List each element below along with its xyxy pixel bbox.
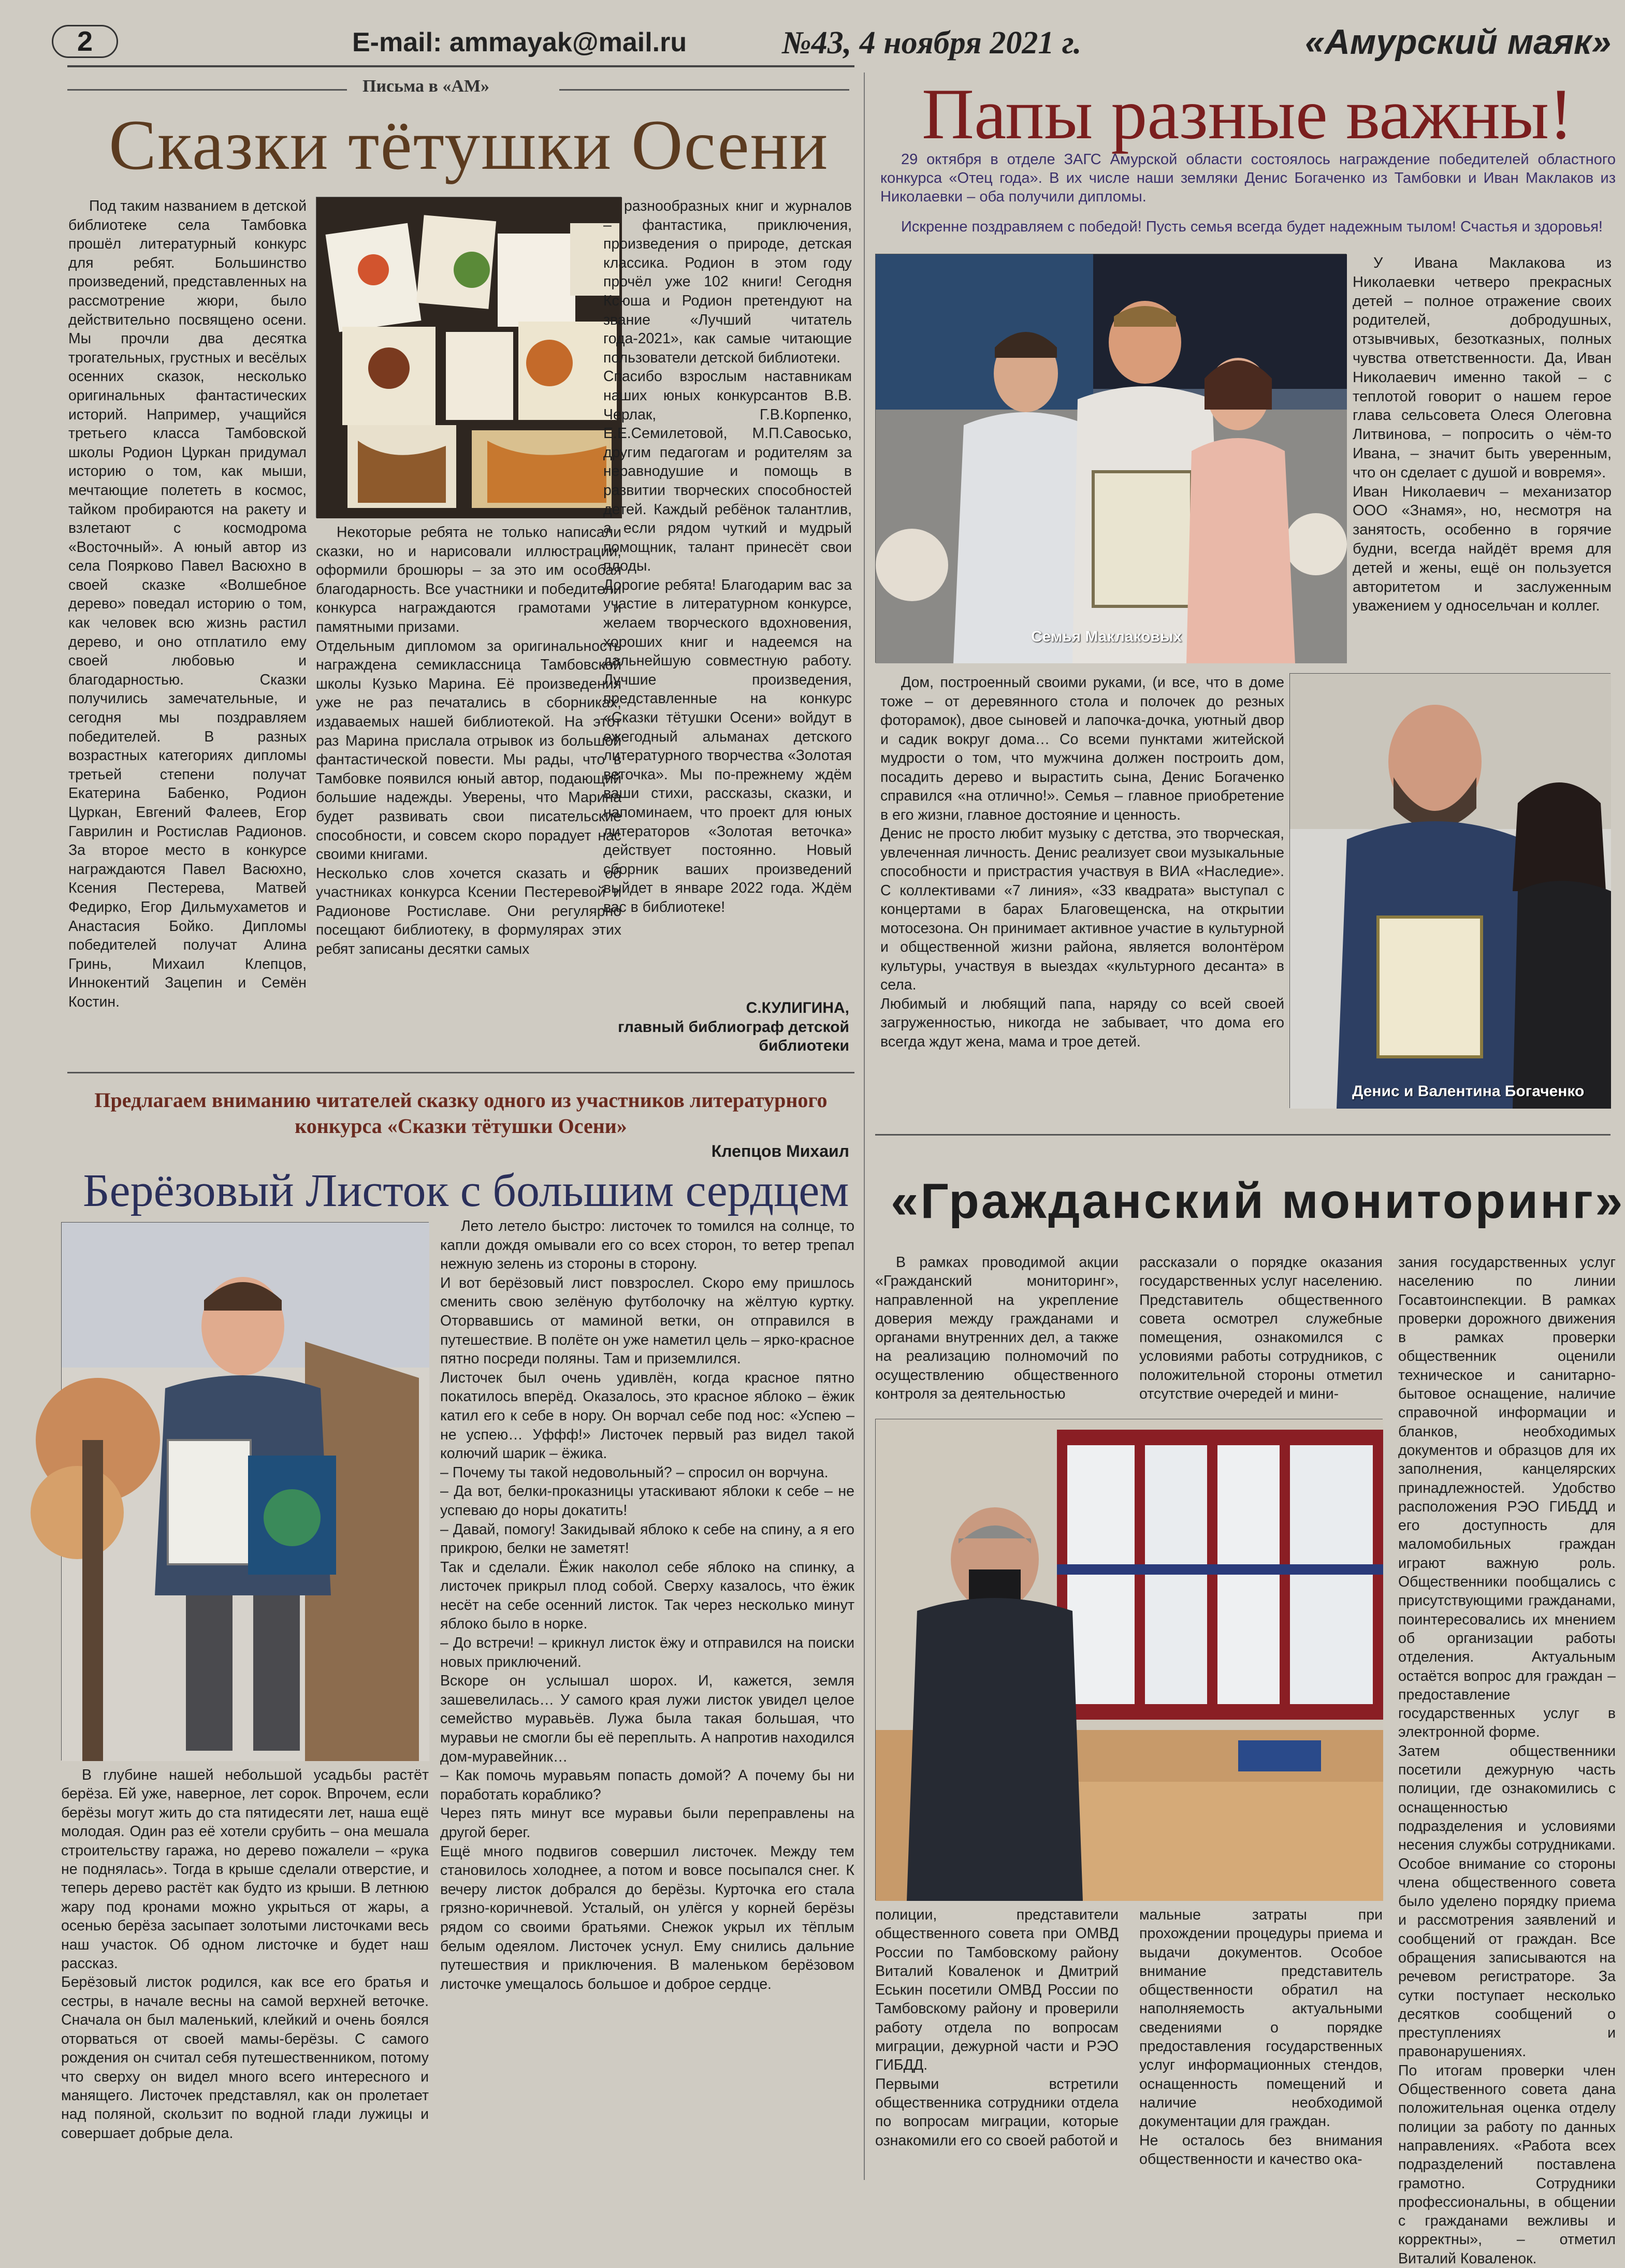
maklakov-family-photo [875, 254, 1346, 663]
article1-title: Сказки тётушки Осени [109, 105, 829, 184]
bogachenko-caption: Денис и Валентина Богаченко [1352, 1083, 1585, 1100]
drawings-photo-art [316, 197, 622, 518]
vertical-divider [864, 72, 865, 2180]
article3-intro: Предлагаем вниманию читателей сказку одного из участников литературного конкурса «Сказки тётушки Осени» [94, 1088, 828, 1138]
rubric-line-left [67, 89, 347, 91]
rubric: Письма в «АМ» [362, 77, 490, 96]
page-number-badge [52, 25, 118, 58]
header-email: E-mail: ammayak@mail.ru [352, 27, 687, 57]
article4-col2b: мальные затраты при прохождении процедуры приема и выдачи документов. Особое внимание представитель общественности обратил на наполняемость актуальными сведениями о порядке предоставления государственных услуг информационных стендов, оснащенность помещений и наличие необходимой документации для граждан. Не осталось без внимания общественности и качество ока- [1139, 1907, 1383, 2168]
article3-col2: Лето летело быстро: листочек то томился на солнце, то капли дождя омывали его со всех сторон, то ветер трепал нежную зелень из стороны в сторону. И вот берёзовый лист повзрослел. Скоро ему пришлось сменить свою зелёную футболочку на жёлтую куртку. Оторвавшись от маминой ветки, он отправился в путешествие. В полёте он уже наметил цель – ярко-красное пятно посреди поляны. Там и приземлился. Листочек был очень удивлён, когда красное пятно покатилось вперёд. Оказалось, это красное яблоко – ёжик катил его к себе в нору. Он ворчал себе под нос: «Успею – не успею… Уффф!» Листочек первый раз видел такой колючий шарик – ёжика. – Почему ты такой недовольный? – спросил он ворчуна. – Да вот, белки-проказницы утаскивают яблоки к себе – не успеваю до норы докатить! – Давай, помогу! Закидывай яблоко к себе на спину, а я его прикрою, белки не заметят! Так и сделали. Ёжик наколол себе яблоко на спинку, а листочек прикрыл плод собой. Сверху казалось, что ёжик несёт на себе осенний листок. Так через несколько минут яблоко было в норке. – До встречи! – крикнул листок ёжу и отправился на поиски новых приключений. Вскоре он услышал шорох. И, кажется, земля зашевелилась… У самого края лужи листок увидел целое семейство муравьёв. Лужа была такая большая, что муравьи не смогли бы её переплыть. А напротив находился дом-муравейник… – Как помочь муравьям попасть домой? А почему бы ни поработать кораблико? Через пять минут все муравьи были переправлены на другой берег. Ещё много подвигов совершил листочек. Между тем становилось холоднее, а потом и вовсе посыпался снег. К вечеру листок добрался до берёзы. Курточка его стала грязно-коричневой. Усталый, он улёгся у корней берёзы рядом со своими братьями. Снежок укрыл их тёплым белым одеялом. Листочек уснул. Ему снились дальние путешествия и приключения. В маленьком берёзовом листочке умещалось большое и доброе сердце. [440, 1218, 854, 1993]
article3-title: Берёзовый Листок с большим сердцем [83, 1165, 849, 1216]
article1-col2: Некоторые ребята не только написали сказки, но и нарисовали иллюстрации, оформили брошюры – за это им особая благодарность. Все участники и победители конкурса награждаются грамотами и памятными призами. Отдельным дипломом за оригинальность награждена семиклассница Тамбовской школы Кузько Марина. Её произведения уже не раз печатались в сборниках, издаваемых нашей библиотекой. На этот раз Марина прислала отрывок из большой фантастической повести. Мы рады, что в Тамбовке появился юный автор, подающий большие надежды. Уверены, что Марина будет развивать свои писательские способности, и совсем скоро порадует нас своими книгами. Несколько слов хочется сказать и об участниках конкурса Ксении Пестеревой и Радионове Ростиславе. Они регулярно посещают библиотеку, в формулярах этих ребят записаны десятки самых [316, 524, 621, 958]
page-number: 2 [77, 26, 93, 57]
maklakov-caption: Семья Маклаковых [1031, 628, 1182, 645]
article4-col2: рассказали о порядке оказания государственных услуг населению. Представитель общественного совета осмотрел служебные помещения, ознакомился с условиями работы сотрудников, с положительной стороны отметил отсутствие очередей и мини- [1139, 1254, 1383, 1403]
article1-signature-name: С.КУЛИГИНА, [746, 999, 849, 1016]
police-office-photo-art [876, 1419, 1383, 1901]
article3-col1: В глубине нашей небольшой усадьбы растёт берёза. Ей уже, наверное, лет сорок. Впрочем, если берёзы могут жить до ста пятидесяти лет, наша ещё молодая. Один раз её хотели срубить – она мешала строительству гаража, но дерево пожалели – «рука не поднялась». Тогда в крыше сделали отверстие, и теперь дерево растёт как будто из крыши. В летнюю жару под кронами можно укрыться от жары, а осенью берёза засыпает золотыми листочками весь наш участок. Об одном листочке и будет наш рассказ. Берёзовый листок родился, как все его братья и сестры, в начале весны на самой верхней веточке. Сначала он был маленький, клейкий и очень боялся оторваться от своей мамы-берёзы. С самого рождения он считал себя путешественником, потому что сверху он видел много всего интересного и манящего. Листочек представлял, как он пролетает над поляной, скользит по водной глади лужицы и совершает добрые дела. [61, 1767, 429, 2142]
header-paper-name: «Амурский маяк» [1305, 22, 1612, 62]
article3-author: Клепцов Михаил [711, 1142, 849, 1160]
article2-right-col: У Ивана Маклакова из Николаевки четверо прекрасных детей – полное отражение своих родителей, добродушных, отзывчивых, безотказных, полных чувства ответственности. Да, Иван Николаевич именно такой – с теплотой говорит о нашем герое глава сельсовета Олеся Олеговна Литвинова, – попросить о чём-то Ивана, – значит быть уверенным, что он сделает с душой и вовремя». Иван Николаевич – механизатор ООО «Знамя», но, несмотря на занятость, особенно в горячие будни, всегда найдёт время для детей и жены, ещё он пользуется авторитетом и заслуженным уважением у односельчан и коллег. [1353, 255, 1612, 615]
horizontal-divider-right [875, 1134, 1611, 1136]
bogachenko-photo-art [1290, 674, 1611, 1109]
police-office-photo [875, 1419, 1383, 1900]
article4-col3: зания государственных услуг населению по линии Госавтоинспекции. В рамках проверки дорожного движения в рамках проверки общественник оценили техническое и санитарно-бытовое оснащение, наличие справочной информации и бланков, необходимых документов и образцов для их заполнения, канцелярских принадлежностей. Удобство расположения РЭО ГИБДД и его доступность для маломобильных граждан играют важную роль. Общественники пообщались с присутствующими гражданами, поинтересовались их мнением об организации работы отделения. Актуальным остаётся вопрос для граждан – предоставление государственных услуг в электронной форме. Затем общественники посетили дежурную часть полиции, где ознакомились с оснащенностью подразделения и условиями несения службы сотрудниками. Особое внимание со стороны члена общественного совета было уделено порядку приема и рассмотрения заявлений и сообщений от граждан. Все обращения записываются на речевом регистраторе. За сутки поступает несколько десятков сообщений о преступлениях и правонарушениях. По итогам проверки член Общественного совета дана положительная оценка отделу полиции за работу по данных направлениях. «Работа всех подразделений поставлена грамотно. Сотрудники профессиональны, в общении с гражданами вежливы и корректны», – отметил Виталий Коваленок. [1398, 1254, 1616, 2267]
rubric-line-right [559, 89, 849, 91]
maklakov-family-photo-art [876, 254, 1347, 663]
boy-photo-art [62, 1223, 429, 1761]
article4-col1: В рамках проводимой акции «Гражданский мониторинг», направленной на укрепление доверия между гражданами и органами внутренних дел, а также на реализацию полномочий по осуществлению общественного контроля за деятельностью [875, 1254, 1119, 1403]
boy-photo [61, 1222, 429, 1761]
article2-lead: 29 октября в отделе ЗАГС Амурской области состоялось награждение победителей областного конкурса «Отец года». В их числе наши земляки Денис Богаченко из Тамбовки и Иван Маклаков из Николаевки – оба получили дипломы. [880, 151, 1616, 205]
article2-mid-col: Дом, построенный своими руками, (и все, что в доме тоже – от деревянного стола и полочек до резных фоторамок), двое сыновей и лапочка-дочка, уютный двор и садик вокруг дома… Со всеми пунктами житейской мудрости о том, что мужчина должен построить дом, посадить дерево и вырастить сына, Денис Богаченко справился «на отлично!». Семья – главное приобретение в его жизни, главное достояние и ценность. Денис не просто любит музыку с детства, это творческая, увлеченная личность. Денис реализует свои музыкальные способности и пристрастия участвуя в ВИА «Наследие». С коллективами «7 линия», «33 квадрата» выступал с концертами в барах Благовещенска, на открытии мотосезона. Он принимает активное участие в культурной и общественной жизни района, является волонтёром культуры, участвуя в выездах «культурного десанта» в села. Любимый и любящий папа, наряду со всей своей загруженностью, никогда не забывает, что дома его всегда ждут жена, мама и трое детей. [880, 674, 1284, 1050]
bogachenko-photo [1289, 673, 1611, 1108]
drawings-photo [316, 197, 621, 518]
article4-title: «Гражданский мониторинг» [891, 1173, 1625, 1229]
header-issue: №43, 4 ноября 2021 г. [782, 25, 1082, 61]
article4-col1b: полиции, представители общественного совета при ОМВД России по Тамбовскому району Виталий Коваленок и Дмитрий Еськин посетили ОМВД России по Тамбовскому району и проверили работу отдела по вопросам миграции, дежурной части и РЭО ГИБДД. Первыми встретили общественника сотрудники отдела по вопросам миграции, которые ознакомили его со своей работой и [875, 1907, 1119, 2149]
article1-signature-role: главный библиограф детской библиотеки [618, 1019, 849, 1054]
article2-lead2: Искренне поздравляем с победой! Пусть семья всегда будет надежным тылом! Счастья и здоровья! [901, 219, 1603, 235]
article2-title: Папы разные важны! [922, 74, 1573, 154]
article1-col1: Под таким названием в детской библиотеке села Тамбовка прошёл литературный конкурс для ребят. Большинство произведений, представленных на рассмотрение жюри, было действительно посвящено осени. Мы прочли два десятка трогательных, грустных и весёлых осенних сказок, несколько оригинальных фантастических историй. Например, учащийся третьего класса Тамбовской школы Родион Цуркан придумал историю о том, как мыши, мечтающие полететь в космос, тайком пробираются на ракету и взлетают с космодрома «Восточный». А юный автор из села Поярково Павел Васюхно в своей сказке «Волшебное дерево» поведал историю о том, как человек всю жизнь растил дерево, и оно отплатило ему своей любовью и благодарностью. Сказки получились замечательные, и сегодня мы поздравляем победителей. В разных возрастных категориях дипломы третьей степени получат Екатерина Бабенко, Родион Цуркан, Евгений Фалеев, Егор Гаврилин и Ростислав Радионов. За второе место в конкурсе награждаются Павел Васюхно, Ксения Пестерева, Матвей Федирко, Егор Дильмухаметов и Анастасия Бойко. Дипломы победителей получат Алина Гринь, Михаил Клепцов, Иннокентий Зацепин и Семён Костин. [68, 198, 307, 1010]
header-ornament [67, 65, 854, 67]
horizontal-divider-left [67, 1072, 854, 1073]
article1-col3: разнообразных книг и журналов – фантастика, приключения, произведения о природе, детская классика. Родион в этом году прочёл уже 102 книги! Сегодня Ксюша и Родион претендуют на звание «Лучший читатель года-2021», как самые читающие пользователи детской библиотеки. Спасибо взрослым наставникам наших юных конкурсантов В.В. Черлак, Г.В.Корпенко, Е.Е.Семилетовой, М.П.Савосько, другим педагогам и родителям за неравнодушие и помощь в развитии творческих способностей детей. Каждый ребёнок талантлив, а если рядом чуткий и мудрый помощник, талант принесёт свои плоды. Дорогие ребята! Благодарим вас за участие в литературном конкурсе, желаем творческого вдохновения, хороших книг и надеемся на дальнейшую совместную работу. Лучшие произведения, представленные на конкурс «Сказки тётушки Осени» войдут в ежегодный альманах детского литературного творчества «Золотая веточка». Мы по-прежнему ждём ваши стихи, рассказы, сказки, и напоминаем, что проект для юных литераторов «Золотая веточка» действует постоянно. Новый сборник ваших произведений выйдет в январе 2022 года. Ждём вас в библиотеке! [603, 198, 852, 915]
